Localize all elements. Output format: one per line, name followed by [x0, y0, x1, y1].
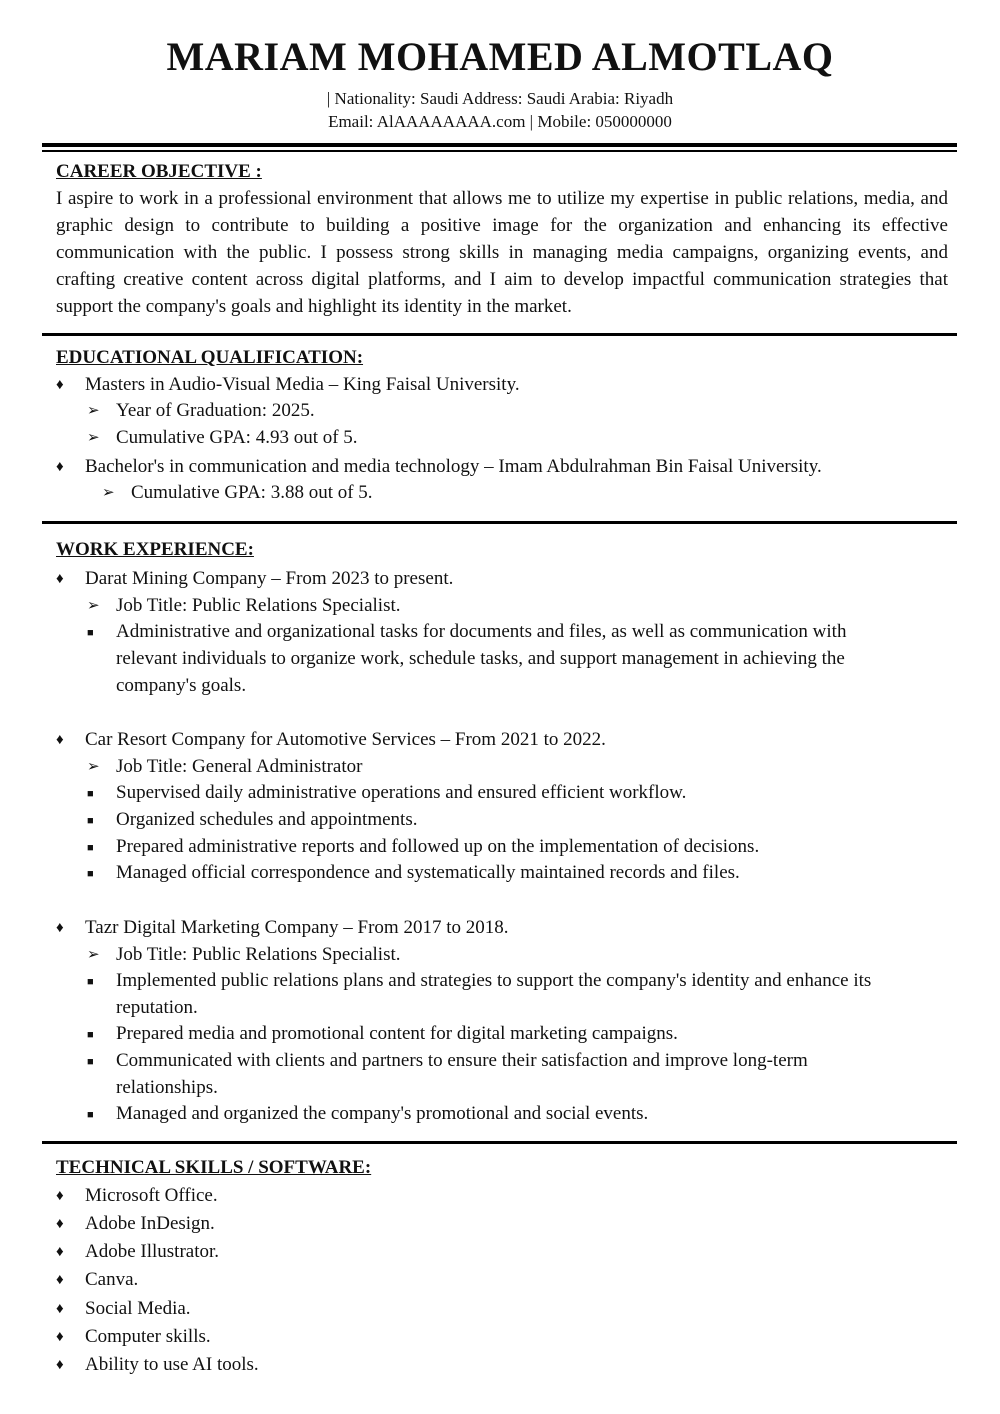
diamond-bullet-icon: ♦	[56, 1329, 64, 1345]
square-bullet-icon: ■	[87, 627, 94, 639]
diamond-bullet-icon: ♦	[56, 571, 64, 587]
diamond-bullet-icon: ♦	[56, 920, 64, 936]
skills-heading: TECHNICAL SKILLS / SOFTWARE:	[56, 1157, 372, 1178]
work-experience-heading: WORK EXPERIENCE:	[56, 539, 254, 560]
diamond-bullet-icon: ♦	[56, 1301, 64, 1317]
skill-item: Social Media.	[85, 1298, 191, 1319]
square-bullet-icon: ■	[87, 815, 94, 827]
square-bullet-icon: ■	[87, 1029, 94, 1041]
job3-duty: Communicated with clients and partners to ensure their satisfaction and improve long-term relationships.	[116, 1050, 808, 1098]
contact-line-nationality: | Nationality: Saudi Address: Saudi Arabia: Riyadh	[326, 89, 674, 108]
skill-item: Microsoft Office.	[85, 1185, 218, 1206]
section-divider	[42, 521, 957, 524]
job3-duty: Managed and organized the company's promotional and social events.	[116, 1103, 649, 1124]
education-masters: Masters in Audio-Visual Media – King Faisal University.	[85, 374, 520, 395]
arrow-bullet-icon: ➢	[87, 430, 100, 446]
diamond-bullet-icon: ♦	[56, 377, 64, 393]
contact-line-email: Email: AlAAAAAAAA.com | Mobile: 050000000	[328, 112, 672, 131]
job2-duty: Organized schedules and appointments.	[116, 809, 418, 830]
job2-duty: Managed official correspondence and systematically maintained records and files.	[116, 862, 740, 883]
arrow-bullet-icon: ➢	[102, 485, 115, 501]
skill-item: Ability to use AI tools.	[85, 1354, 259, 1375]
header-rule-thin	[42, 150, 957, 152]
career-objective-text: I aspire to work in a professional environment that allows me to utilize my expertise in public relations, media, and graphic design to contribute to building a positive image for the organization and enhancing its effective communication with the public. I possess strong skills in managing media campaigns, organizing events, and crafting creative content across digital platforms, and I aim to develop impactful communication strategies that support the company's goals and highlight its identity in the market.	[56, 188, 948, 317]
education-bachelor-gpa: Cumulative GPA: 3.88 out of 5.	[131, 482, 373, 503]
education-bachelor: Bachelor's in communication and media technology – Imam Abdulrahman Bin Faisal University.	[85, 456, 822, 477]
job2-title: Job Title: General Administrator	[116, 756, 363, 777]
education-masters-year: Year of Graduation: 2025.	[116, 400, 315, 421]
job1-company: Darat Mining Company – From 2023 to present.	[85, 568, 454, 589]
header-rule-thick	[42, 143, 957, 147]
square-bullet-icon: ■	[87, 976, 94, 988]
arrow-bullet-icon: ➢	[87, 759, 100, 775]
diamond-bullet-icon: ♦	[56, 1357, 64, 1373]
job3-duty: Implemented public relations plans and strategies to support the company's identity and enhance its reputation.	[116, 970, 872, 1018]
square-bullet-icon: ■	[87, 1109, 94, 1121]
diamond-bullet-icon: ♦	[56, 1272, 64, 1288]
job2-company: Car Resort Company for Automotive Services – From 2021 to 2022.	[85, 729, 606, 750]
section-divider	[42, 333, 957, 336]
skill-item: Computer skills.	[85, 1326, 211, 1347]
section-divider	[42, 1141, 957, 1144]
arrow-bullet-icon: ➢	[87, 598, 100, 614]
skill-item: Adobe Illustrator.	[85, 1241, 220, 1262]
job3-company: Tazr Digital Marketing Company – From 2017 to 2018.	[85, 917, 509, 938]
job3-title: Job Title: Public Relations Specialist.	[116, 944, 401, 965]
square-bullet-icon: ■	[87, 868, 94, 880]
job3-duty: Prepared media and promotional content for digital marketing campaigns.	[116, 1023, 678, 1044]
diamond-bullet-icon: ♦	[56, 1216, 64, 1232]
job1-duty: Administrative and organizational tasks for documents and files, as well as communication with relevant individuals to organize work, schedule tasks, and support management in achieving the company's goals.	[116, 621, 847, 696]
diamond-bullet-icon: ♦	[56, 1188, 64, 1204]
job2-duty: Supervised daily administrative operations and ensured efficient workflow.	[116, 782, 687, 803]
diamond-bullet-icon: ♦	[56, 732, 64, 748]
career-objective-heading: CAREER OBJECTIVE :	[56, 161, 262, 182]
candidate-name: MARIAM MOHAMED ALMOTLAQ	[166, 34, 834, 79]
skill-item: Adobe InDesign.	[85, 1213, 215, 1234]
square-bullet-icon: ■	[87, 1056, 94, 1068]
education-heading: EDUCATIONAL QUALIFICATION:	[56, 347, 364, 368]
job1-title: Job Title: Public Relations Specialist.	[116, 595, 401, 616]
square-bullet-icon: ■	[87, 842, 94, 854]
arrow-bullet-icon: ➢	[87, 403, 100, 419]
job2-duty: Prepared administrative reports and followed up on the implementation of decisions.	[116, 836, 760, 857]
education-masters-gpa: Cumulative GPA: 4.93 out of 5.	[116, 427, 358, 448]
diamond-bullet-icon: ♦	[56, 459, 64, 475]
diamond-bullet-icon: ♦	[56, 1244, 64, 1260]
skill-item: Canva.	[85, 1269, 139, 1290]
square-bullet-icon: ■	[87, 788, 94, 800]
arrow-bullet-icon: ➢	[87, 947, 100, 963]
